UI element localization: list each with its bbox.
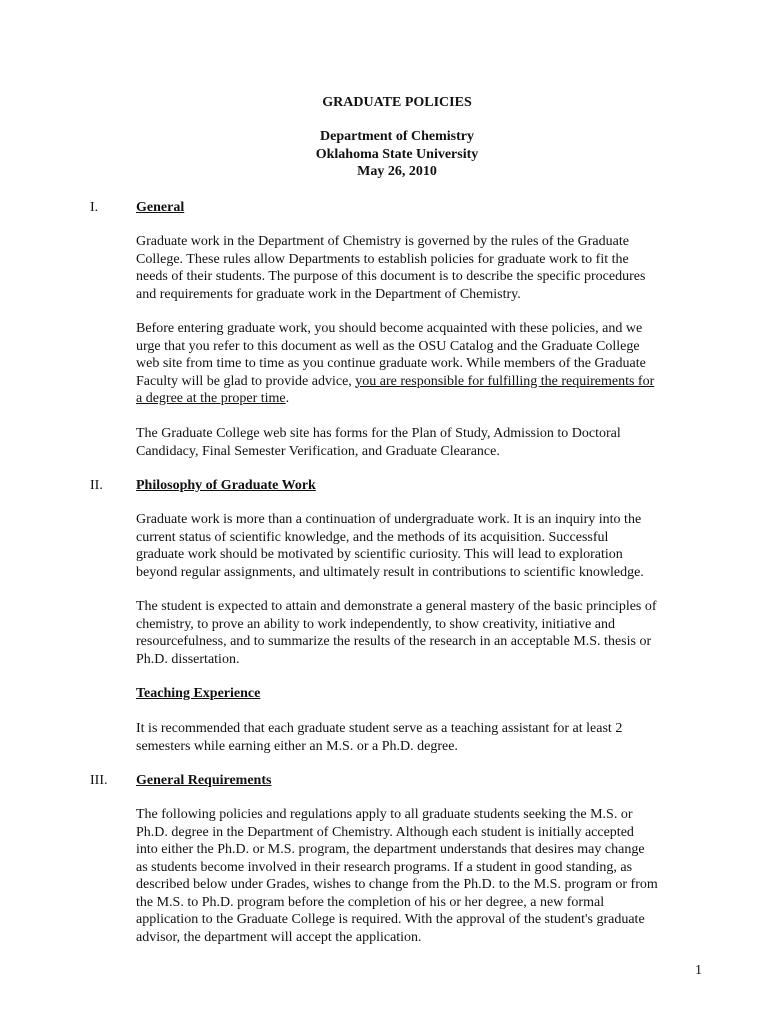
paragraph bbox=[136, 598, 706, 668]
text-line: described below under Grades, wishes to change from the Ph.D. to the M.S. program or from bbox=[136, 877, 658, 892]
text-line: resourcefulness, and to summarize the results of the research in an acceptable M.S. thesis or bbox=[136, 634, 652, 649]
text-line: Ph.D. degree in the Department of Chemistry. Although each student is initially accepted bbox=[136, 824, 634, 840]
section-number: III. bbox=[90, 773, 108, 788]
text-line: current status of scientific knowledge, and the methods of its acquisition. Successful bbox=[136, 529, 609, 545]
section-number: II. bbox=[90, 478, 103, 493]
page-number: 1 bbox=[695, 963, 702, 978]
document-title: GRADUATE POLICIES bbox=[322, 95, 472, 110]
paragraph bbox=[136, 233, 706, 303]
document-date: May 26, 2010 bbox=[357, 164, 437, 179]
text-line: semesters while earning either an M.S. or a Ph.D. degree. bbox=[136, 738, 458, 754]
text-line: Graduate work in the Department of Chemistry is governed by the rules of the Graduate bbox=[136, 234, 629, 249]
document-header bbox=[0, 128, 770, 181]
text-line: College. These rules allow Departments to establish policies for graduate work to fit the bbox=[136, 251, 629, 267]
text-line: graduate work should be motivated by scientific curiosity. This will lead to exploration bbox=[136, 547, 623, 562]
text-line: application to the Graduate College is required. With the approval of the student's graduate bbox=[136, 912, 645, 927]
text-line: Graduate work is more than a continuation of undergraduate work. It is an inquiry into the bbox=[136, 512, 642, 527]
text-line: advisor, the department will accept the application. bbox=[136, 929, 422, 945]
section-number: I. bbox=[90, 200, 99, 215]
text-line: beyond regular assignments, and ultimately result in contributions to scientific knowledge. bbox=[136, 564, 644, 580]
text-line: and requirements for graduate work in the Department of Chemistry. bbox=[136, 286, 521, 302]
university-name: Oklahoma State University bbox=[315, 146, 479, 162]
emphasis-underline: you are responsible for fulfilling the requirements for bbox=[355, 373, 655, 389]
text-span: Faculty will be glad to provide advice, bbox=[136, 373, 356, 389]
text-line: The student is expected to attain and demonstrate a general mastery of the basic principles of bbox=[136, 599, 657, 614]
section-heading-general-requirements: General Requirements bbox=[136, 773, 272, 788]
text-line: The following policies and regulations apply to all graduate students seeking the M.S. or bbox=[136, 807, 633, 822]
text-line: The Graduate College web site has forms for the Plan of Study, Admission to Doctoral bbox=[136, 426, 621, 441]
subheading-teaching-experience: Teaching Experience bbox=[136, 686, 261, 701]
text-line bbox=[136, 373, 706, 391]
text-line: as students become involved in their research programs. If a student in good standing, as bbox=[136, 859, 633, 875]
paragraph bbox=[136, 511, 706, 581]
paragraph bbox=[136, 320, 706, 408]
department-name: Department of Chemistry bbox=[320, 129, 474, 144]
paragraph bbox=[136, 425, 706, 460]
text-line: It is recommended that each graduate student serve as a teaching assistant for at least 2 bbox=[136, 721, 623, 736]
text-line: chemistry, to prove an ability to work independently, to show creativity, initiative and bbox=[136, 616, 615, 632]
section-heading-general: General bbox=[136, 200, 185, 215]
section-heading-philosophy: Philosophy of Graduate Work bbox=[136, 478, 316, 493]
text-line: into either the Ph.D. or M.S. program, the department understands that desires may change bbox=[136, 842, 645, 857]
text-line: urge that you refer to this document as well as the OSU Catalog and the Graduate College bbox=[136, 338, 640, 354]
text-line: the M.S. to Ph.D. program before the completion of his or her degree, a new formal bbox=[136, 894, 605, 910]
text-line: Candidacy, Final Semester Verification, and Graduate Clearance. bbox=[136, 443, 500, 459]
text-line: Before entering graduate work, you should become acquainted with these policies, and we bbox=[136, 321, 643, 336]
emphasis-underline: a degree at the proper time bbox=[136, 391, 286, 406]
text-line bbox=[136, 390, 706, 408]
paragraph bbox=[136, 806, 706, 946]
paragraph bbox=[136, 720, 706, 755]
text-line: web site from time to time as you continue graduate work. While members of the Graduate bbox=[136, 356, 646, 371]
text-span: . bbox=[285, 391, 290, 406]
text-line: Ph.D. dissertation. bbox=[136, 651, 240, 667]
text-line: needs of their students. The purpose of this document is to describe the specific procedures bbox=[136, 269, 646, 284]
